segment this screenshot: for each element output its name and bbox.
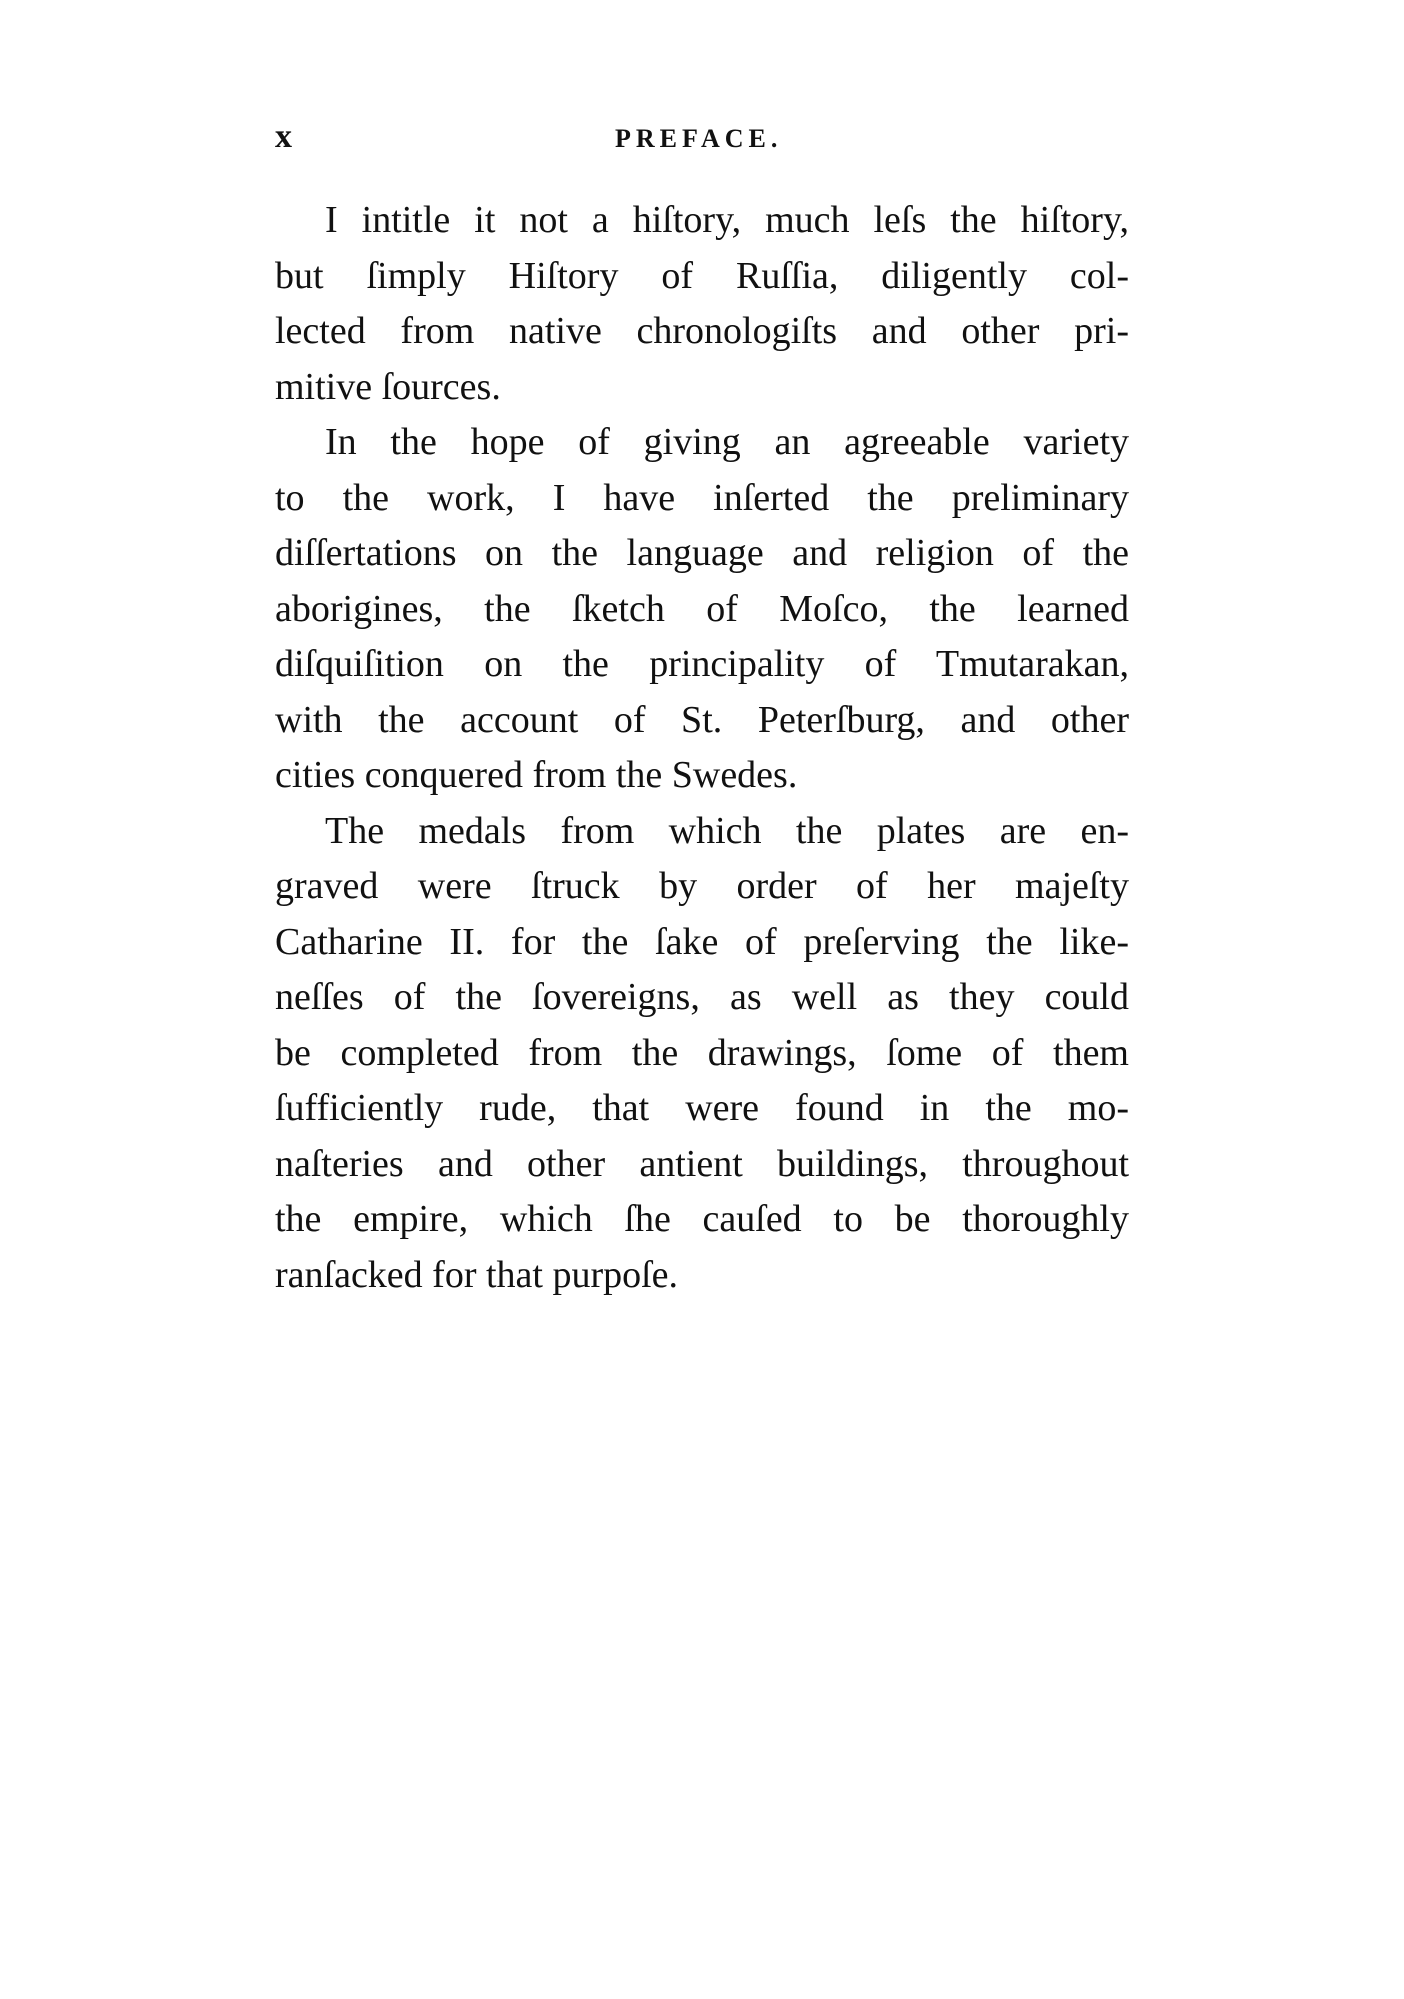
text-line: The medals from which the plates are en- (325, 809, 1129, 852)
text-line: but ſimply Hiſtory of Ruſſia, diligently col- (275, 254, 1129, 297)
text-line: Catharine II. for the ſake of preſerving the like- (275, 920, 1129, 963)
paragraph (275, 193, 1129, 415)
text-line: aborigines, the ſketch of Moſco, the learned (275, 587, 1129, 630)
text-line: diſſertations on the language and religion of the (275, 532, 1129, 574)
text-line: graved were ſtruck by order of her majeſty (275, 865, 1129, 907)
text-line: the empire, which ſhe cauſed to be thoroughly (275, 1198, 1129, 1240)
text-line: mitive ſources. (275, 365, 501, 408)
body-text (275, 193, 1129, 1303)
paragraph (275, 415, 1129, 804)
text-line: I intitle it not a hiſtory, much leſs the hiſtory, (325, 199, 1129, 241)
text-line: diſquiſition on the principality of Tmutarakan, (275, 643, 1129, 685)
text-line: cities conquered from the Swedes. (275, 754, 798, 796)
paragraph (275, 804, 1129, 1304)
text-line: naſteries and other antient buildings, throughout (275, 1142, 1129, 1185)
page-number: x (275, 118, 293, 155)
running-title: PREFACE. (615, 124, 783, 153)
text-line: ranſacked for that purpoſe. (275, 1253, 679, 1296)
text-line: ſufficiently rude, that were found in the mo- (275, 1087, 1129, 1129)
text-line: In the hope of giving an agreeable variety (325, 421, 1129, 463)
text-line: neſſes of the ſovereigns, as well as they could (275, 976, 1129, 1018)
text-line: be completed from the drawings, ſome of them (275, 1031, 1129, 1074)
text-line: lected from native chronologiſts and other pri- (275, 310, 1129, 352)
text-line: with the account of St. Peterſburg, and other (275, 698, 1129, 741)
text-line: to the work, I have inſerted the preliminary (275, 476, 1129, 519)
running-head (275, 118, 1125, 168)
